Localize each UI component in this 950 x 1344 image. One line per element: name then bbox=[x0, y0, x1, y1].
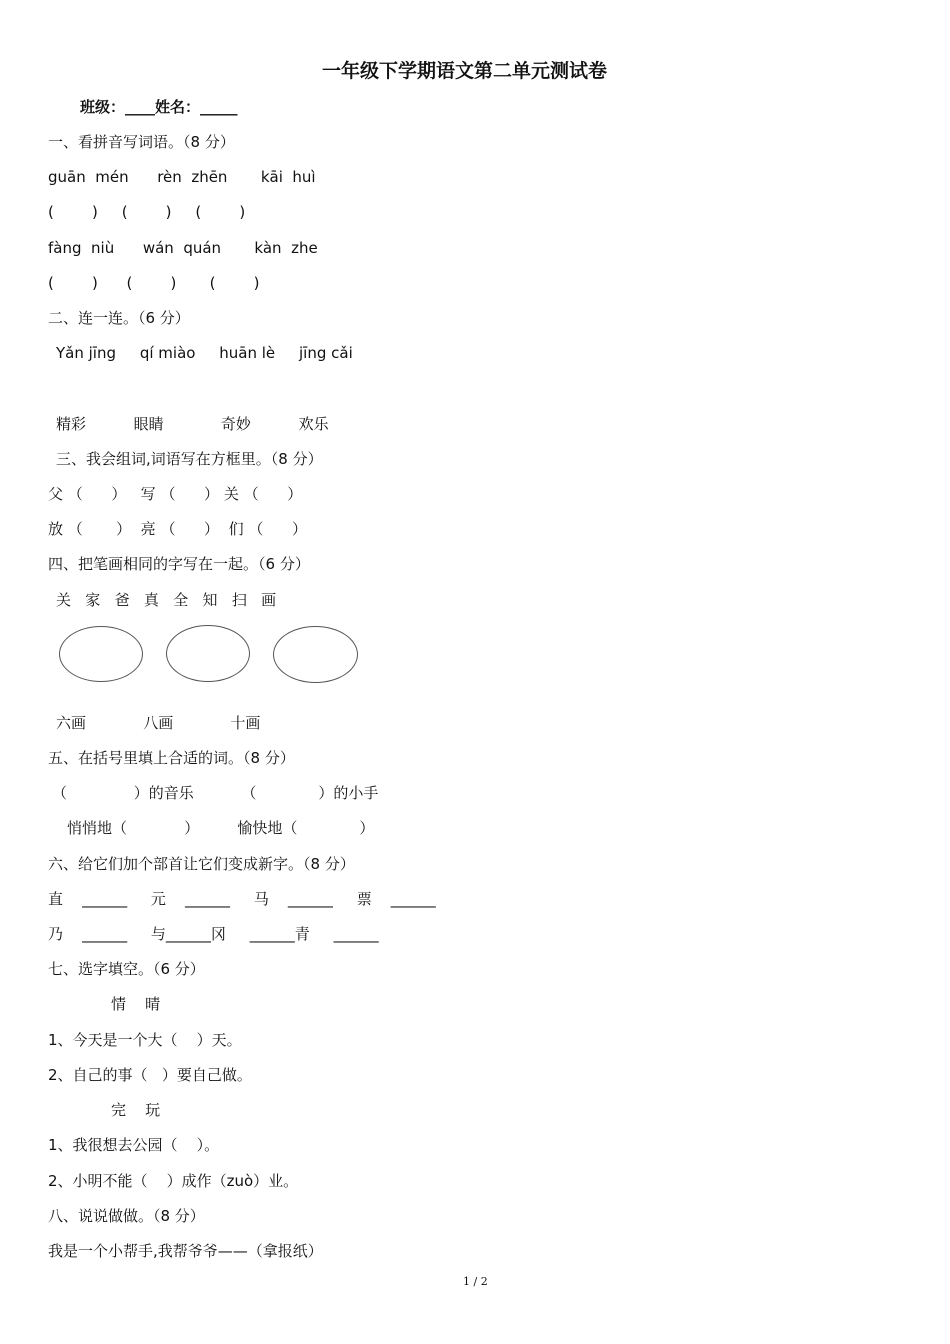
section-3-heading: 三、我会组词,词语写在方框里。（8 分） bbox=[56, 450, 323, 468]
section-2-heading: 二、连一连。（6 分） bbox=[48, 309, 190, 327]
section-8-heading: 八、说说做做。（8 分） bbox=[48, 1207, 205, 1225]
radical-row-2: 乃 ______ 与______冈 ______青 ______ bbox=[48, 925, 379, 943]
word-building-row-1: 父 （ ） 写 （ ） 关 （ ） bbox=[48, 485, 303, 503]
section-5-heading: 五、在括号里填上合适的词。（8 分） bbox=[48, 749, 295, 767]
word-building-row-2: 放 （ ） 亮 （ ） 们 （ ） bbox=[48, 520, 307, 538]
question-2-1: 1、我很想去公园（ ）。 bbox=[48, 1136, 220, 1154]
answer-blank-row-2: ( ) ( ) ( ) bbox=[48, 274, 260, 292]
fill-word-row-2: 悄悄地（ ） 愉快地（ ） bbox=[67, 819, 375, 837]
matching-words: 精彩 眼睛 奇妙 欢乐 bbox=[56, 415, 329, 433]
page-number: 1 / 2 bbox=[463, 1275, 488, 1288]
fill-word-row-1: （ ）的音乐 （ ）的小手 bbox=[52, 784, 379, 802]
section-6-heading: 六、给它们加个部首让它们变成新字。（8 分） bbox=[48, 855, 355, 873]
stroke-count-labels: 六画 八画 十画 bbox=[56, 714, 261, 732]
matching-pinyin: Yǎn jīng qí miào huān lè jīng cǎi bbox=[56, 344, 353, 362]
answer-oval bbox=[59, 626, 143, 682]
section-4-heading: 四、把笔画相同的字写在一起。（6 分） bbox=[48, 555, 310, 573]
pinyin-row-1: guān mén rèn zhēn kāi huì bbox=[48, 168, 316, 186]
choice-group-1: 情 晴 bbox=[111, 995, 161, 1013]
page-title: 一年级下学期语文第二单元测试卷 bbox=[322, 60, 608, 82]
class-name-line: 班级：____姓名：_____ bbox=[80, 98, 238, 116]
question-1-2: 2、自己的事（ ）要自己做。 bbox=[48, 1066, 252, 1084]
radical-row-1: 直 ______ 元 ______ 马 ______ 票 ______ bbox=[48, 890, 436, 908]
pinyin-row-2: fàng niù wán quán kàn zhe bbox=[48, 239, 318, 257]
question-1-1: 1、今天是一个大（ ）天。 bbox=[48, 1031, 242, 1049]
character-list: 关 家 爸 真 全 知 扫 画 bbox=[56, 591, 277, 609]
answer-blank-row-1: ( ) ( ) ( ) bbox=[48, 203, 246, 221]
answer-oval bbox=[273, 626, 358, 683]
section-7-heading: 七、选字填空。（6 分） bbox=[48, 960, 205, 978]
choice-group-2: 完 玩 bbox=[111, 1101, 161, 1119]
answer-oval bbox=[166, 625, 250, 682]
section-8-prompt: 我是一个小帮手,我帮爷爷——（拿报纸） bbox=[48, 1242, 323, 1260]
question-2-2: 2、小明不能（ ）成作（zuò）业。 bbox=[48, 1172, 299, 1190]
section-1-heading: 一、看拼音写词语。（8 分） bbox=[48, 133, 235, 151]
